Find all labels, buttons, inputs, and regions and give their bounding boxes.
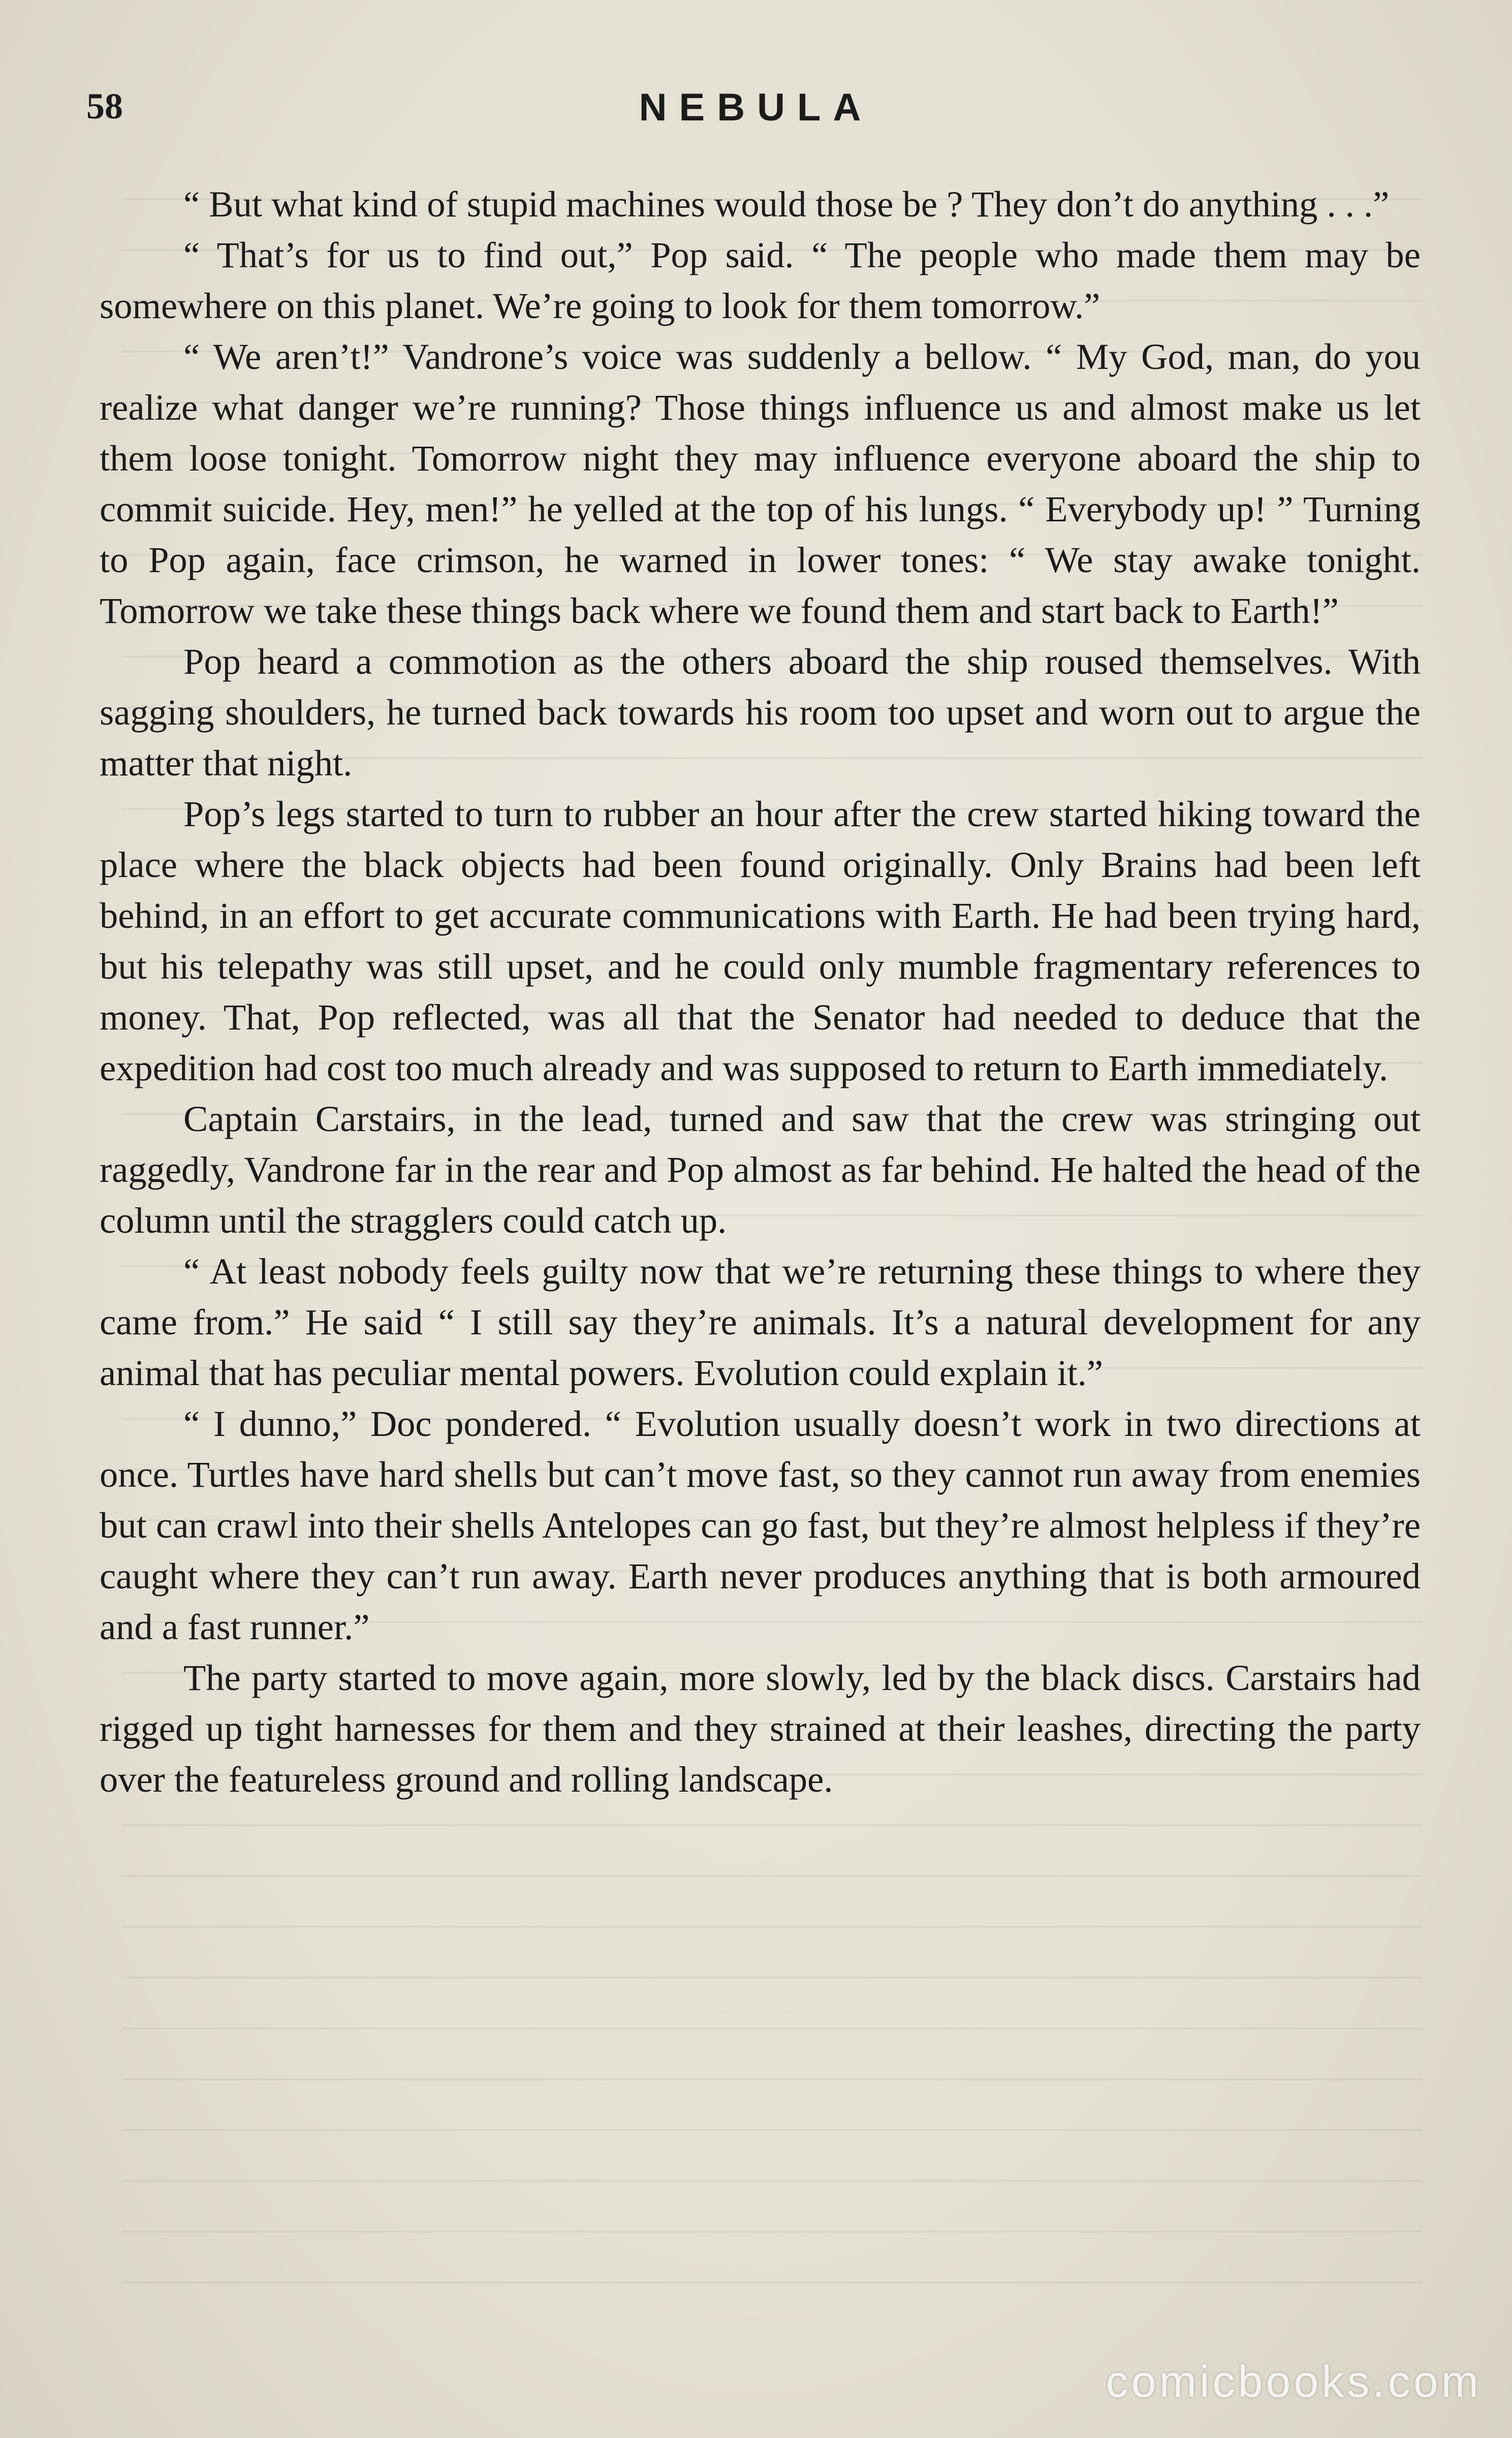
running-head: NEBULA (639, 86, 873, 129)
paragraph: The party started to move again, more slowly, led by the black discs. Carstairs had rigged up tight harnesses for them and they strained at their leashes, directing the party over the featureless ground and rolling landscape. (100, 1657, 1421, 1800)
page-number: 58 (86, 86, 123, 127)
paragraph: “ At least nobody feels guilty now that we’re returning these things to where they came from.” He said “ I still say they’re animals. It’s a natural development for any animal that has peculiar mental powers. Evolution could explain it.” (100, 1251, 1421, 1393)
body-text (100, 179, 1421, 1805)
paragraph: Captain Carstairs, in the lead, turned and saw that the crew was stringing out raggedly, Vandrone far in the rear and Pop almost as far behind. He halted the head of the column until the stragglers could catch up. (100, 1098, 1421, 1241)
paragraph: Pop’s legs started to turn to rubber an hour after the crew started hiking toward the place where the black objects had been found originally. Only Brains had been left behind, in an effort to get accurate communications with Earth. He had been trying hard, but his telepathy was still upset, and he could only mumble fragmentary references to money. That, Pop reflected, was all that the Senator had needed to deduce that the expedition had cost too much already and was supposed to return to Earth immediately. (100, 793, 1421, 1088)
paragraph: “ That’s for us to find out,” Pop said. “ The people who made them may be somewhere on this planet. We’re going to look for them tomorrow.” (100, 234, 1421, 326)
watermark: comicbooks.com (1106, 2356, 1482, 2406)
paragraph: “ I dunno,” Doc pondered. “ Evolution usually doesn’t work in two directions at once. Turtles have hard shells but can’t move fast, so they cannot run away from enemies but can crawl into their shells Antelopes can go fast, but they’re almost helpless if they’re caught where they can’t run away. Earth never produces anything that is both armoured and a fast runner.” (100, 1403, 1421, 1647)
paragraph: “ But what kind of stupid machines would those be ? They don’t do anything . . .” (183, 183, 1390, 225)
paragraph: Pop heard a commotion as the others aboard the ship roused themselves. With sagging shoulders, he turned back towards his room too upset and worn out to argue the matter that night. (100, 641, 1421, 784)
paragraph: “ We aren’t!” Vandrone’s voice was suddenly a bellow. “ My God, man, do you realize what danger we’re running? Those things influence us and almost make us let them loose tonight. Tomorrow night they may influence everyone aboard the ship to commit suicide. Hey, men!” he yelled at the top of his lungs. “ Everybody up! ” Turning to Pop again, face crimson, he warned in lower tones: “ We stay awake tonight. Tomorrow we take these things back where we found them and start back to Earth!” (100, 336, 1421, 631)
